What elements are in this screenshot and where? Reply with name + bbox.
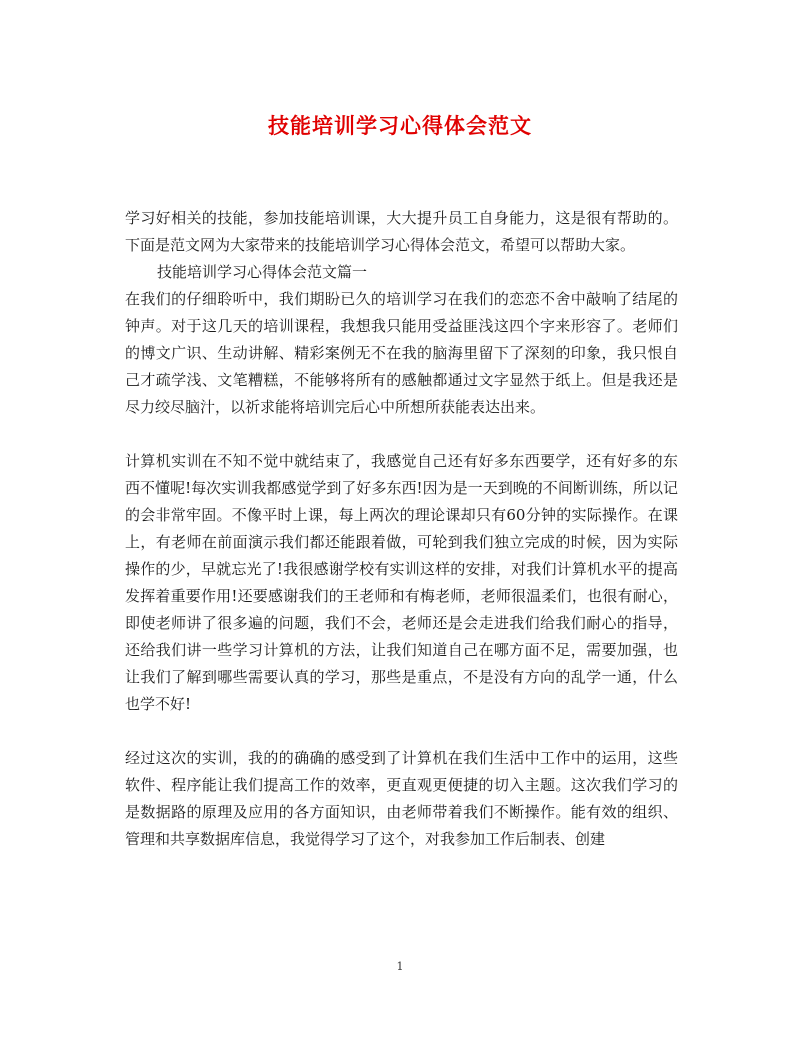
paragraph-2: 计算机实训在不知不觉中就结束了，我感觉自己还有好多东西要学，还有好多的东西不懂呢!每次实训我都感觉学到了好多东西!因为是一天到晚的不间断训练，所以记的会非常牢固。不像平时上课，每上两次的理论课却只有60分钟的实际操作。在课上，有老师在前面演示我们都还能跟着做，可轮到我们独立完成的时候，因为实际操作的少，早就忘光了!我很感谢学校有实训这样的安排，对我们计算机水平的提高发挥着重要作用!还要感谢我们的王老师和有梅老师，老师很温柔们，也很有耐心，即使老师讲了很多遍的问题，我们不会，老师还是会走进我们给我们耐心的指导，还给我们讲一些学习计算机的方法，让我们知道自己在哪方面不足，需要加强，也让我们了解到哪些需要认真的学习，那些是重点，不是没有方向的乱学一通，什么也学不好! <box>125 452 678 713</box>
paragraph-spacer <box>125 718 678 745</box>
paragraph-3: 经过这次的实训，我的的确确的感受到了计算机在我们生活中工作中的运用，这些软件、程序能让我们提高工作的效率，更直观更便捷的切入主题。这次我们学习的是数据路的原理及应用的各方面知识，由老师带着我们不断操作。能有效的组织、管理和共享数据库信息，我觉得学习了这个，对我参加工作后制表、创建 <box>125 749 678 848</box>
document-body <box>125 205 678 853</box>
section-heading: 技能培训学习心得体会范文篇一 <box>157 263 368 281</box>
paragraph-intro: 学习好相关的技能，参加技能培训课，大大提升员工自身能力，这是很有帮助的。下面是范文网为大家带来的技能培训学习心得体会范文，希望可以帮助大家。 <box>125 209 678 254</box>
paragraph-spacer <box>125 421 678 448</box>
paragraph-1: 在我们的仔细聆听中，我们期盼已久的培训学习在我们的恋恋不舍中敲响了结尾的钟声。对于这几天的培训课程，我想我只能用受益匪浅这四个字来形容了。老师们的博文广识、生动讲解、精彩案例无不在我的脑海里留下了深刻的印象，我只恨自己才疏学浅、文笔糟糕，不能够将所有的感触都通过文字显然于纸上。但是我还是尽力绞尽脑汁，以祈求能将培训完后心中所想所获能表达出来。 <box>125 290 678 416</box>
document-title: 技能培训学习心得体会范文 <box>268 114 532 138</box>
page-number: 1 <box>396 960 404 973</box>
